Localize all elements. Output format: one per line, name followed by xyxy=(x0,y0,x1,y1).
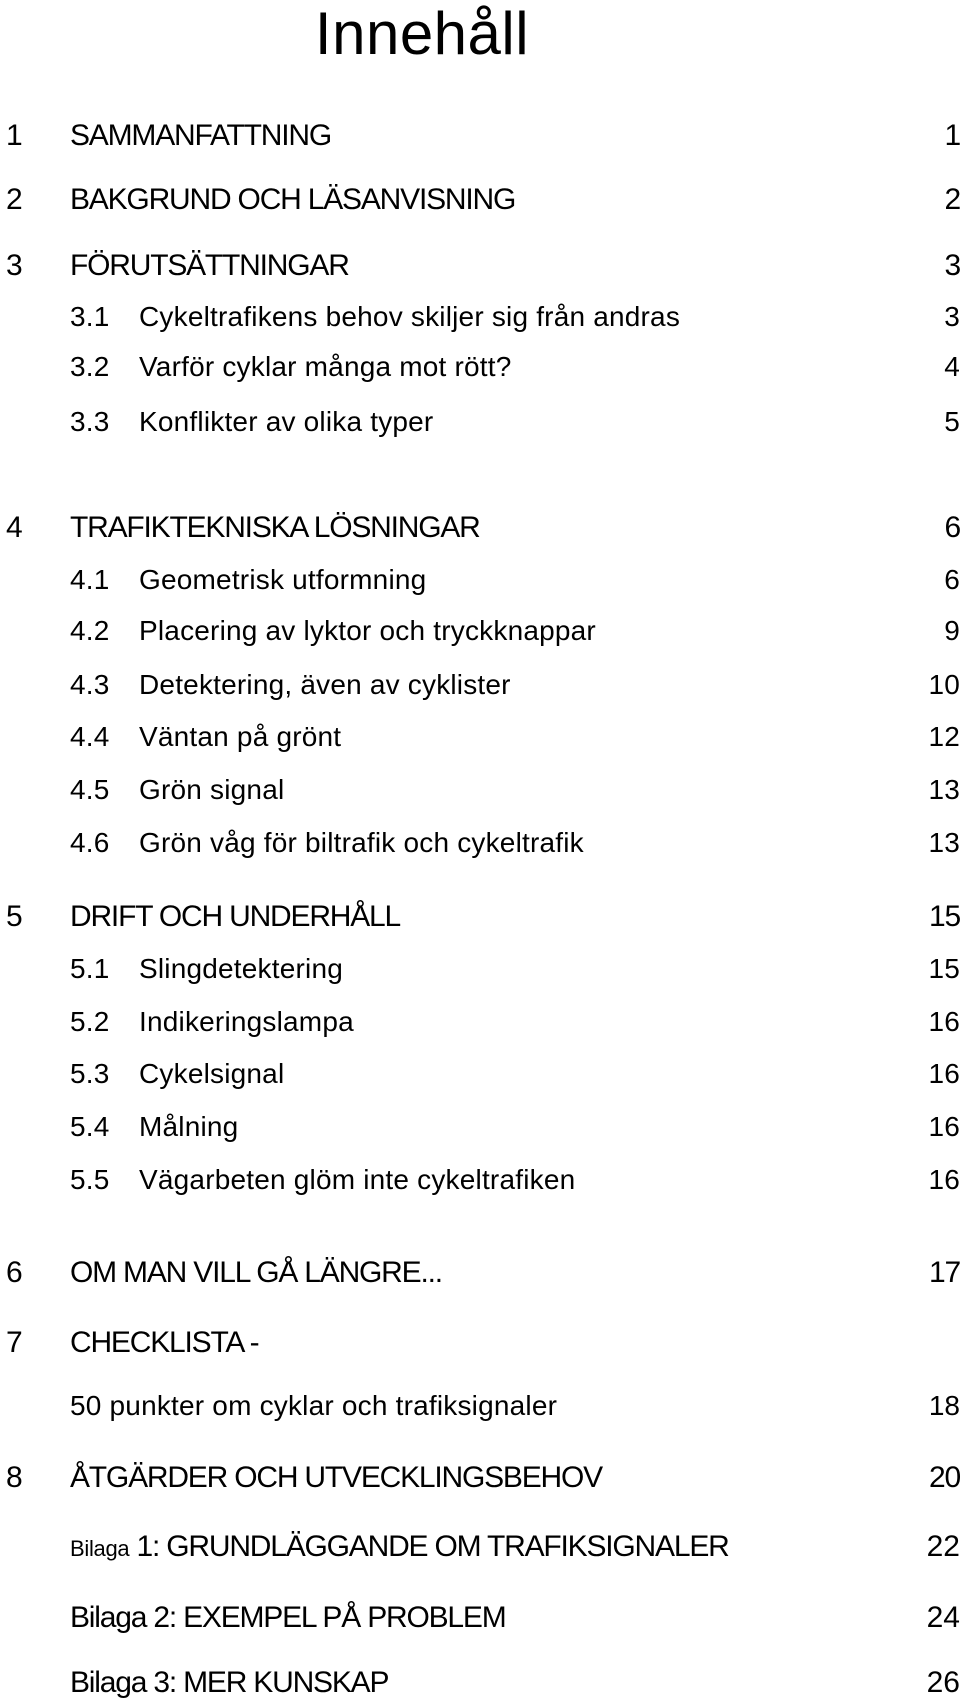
toc-entry-page: 13 xyxy=(928,774,960,805)
toc-appendix-2[interactable] xyxy=(0,1598,960,1638)
toc-entry-page: 16 xyxy=(928,1164,960,1195)
toc-entry-page: 20 xyxy=(929,1461,960,1494)
toc-entry-page: 3 xyxy=(944,301,960,332)
toc-entry-number: 3.2 xyxy=(70,351,110,382)
toc-entry-number: 2 xyxy=(6,183,22,216)
toc-entry-5[interactable] xyxy=(0,897,960,937)
toc-entry-page: 26 xyxy=(926,1666,960,1699)
toc-entry-title: Slingdetektering xyxy=(139,953,343,984)
toc-entry-title: BAKGRUND OCH LÄSANVISNING xyxy=(70,183,516,216)
toc-entry-number: 4.4 xyxy=(70,721,110,752)
toc-entry-7-continuation[interactable] xyxy=(0,1386,960,1426)
toc-entry-page: 16 xyxy=(928,1111,960,1142)
toc-entry-3-3[interactable] xyxy=(0,402,960,442)
appendix-prefix: Bilaga xyxy=(70,1536,130,1561)
toc-entry-title: ÅTGÄRDER OCH UTVECKLINGSBEHOV xyxy=(70,1461,602,1494)
toc-entry-title: Konflikter av olika typer xyxy=(139,406,434,437)
toc-entry-title: FÖRUTSÄTTNINGAR xyxy=(70,249,349,282)
toc-entry-number: 5 xyxy=(6,900,22,933)
toc-entry-title: OM MAN VILL GÅ LÄNGRE... xyxy=(70,1256,442,1289)
toc-entry-number: 4.3 xyxy=(70,669,110,700)
toc-entry-5-5[interactable] xyxy=(0,1160,960,1200)
toc-entry-title: Väntan på grönt xyxy=(139,721,342,752)
toc-entry-title: SAMMANFATTNING xyxy=(70,119,331,152)
toc-entry-page: 9 xyxy=(944,615,960,646)
toc-entry-page: 12 xyxy=(928,721,960,752)
toc-appendix-1[interactable] xyxy=(0,1527,960,1567)
toc-entry-1[interactable] xyxy=(0,116,960,156)
toc-entry-number: 5.2 xyxy=(70,1006,110,1037)
appendix-label: 1: GRUNDLÄGGANDE OM TRAFIKSIGNALER xyxy=(129,1530,729,1563)
toc-entry-title: Grön våg för biltrafik och cykeltrafik xyxy=(139,827,584,858)
toc-entry-number: 5.5 xyxy=(70,1164,110,1195)
appendix-label: EXEMPEL PÅ PROBLEM xyxy=(175,1601,506,1634)
toc-entry-title: Indikeringslampa xyxy=(139,1006,354,1037)
toc-entry-6[interactable] xyxy=(0,1253,960,1293)
toc-entry-2[interactable] xyxy=(0,180,960,220)
toc-entry-number: 4.2 xyxy=(70,615,110,646)
toc-entry-5-4[interactable] xyxy=(0,1107,960,1147)
toc-entry-8[interactable] xyxy=(0,1458,960,1498)
toc-entry-page: 10 xyxy=(928,669,960,700)
toc-entry-5-2[interactable] xyxy=(0,1002,960,1042)
toc-entry-page: 16 xyxy=(928,1058,960,1089)
toc-entry-title: Varför cyklar många mot rött? xyxy=(139,351,512,382)
toc-entry-page: 4 xyxy=(944,351,960,382)
toc-entry-title: Placering av lyktor och tryckknappar xyxy=(139,615,596,646)
toc-entry-page: 17 xyxy=(929,1256,960,1289)
toc-entry-title: Grön signal xyxy=(139,774,285,805)
toc-entry-4[interactable] xyxy=(0,508,960,548)
toc-entry-4-3[interactable] xyxy=(0,665,960,705)
toc-entry-4-4[interactable] xyxy=(0,717,960,757)
toc-entry-title: Vägarbeten glöm inte cykeltrafiken xyxy=(139,1164,576,1195)
toc-entry-number: 3.1 xyxy=(70,301,110,332)
toc-entry-number: 3.3 xyxy=(70,406,110,437)
page-title: Innehåll xyxy=(314,0,530,67)
toc-entry-number: 5.4 xyxy=(70,1111,110,1142)
toc-entry-title: TRAFIKTEKNISKA LÖSNINGAR xyxy=(70,511,480,544)
toc-entry-number: 5.1 xyxy=(70,953,110,984)
toc-entry-4-5[interactable] xyxy=(0,770,960,810)
toc-entry-number: 4.1 xyxy=(70,564,110,595)
toc-entry-4-6[interactable] xyxy=(0,823,960,863)
toc-entry-page: 2 xyxy=(944,183,960,216)
toc-entry-5-3[interactable] xyxy=(0,1054,960,1094)
toc-entry-number: 3 xyxy=(6,249,22,282)
toc-entry-page: 5 xyxy=(944,406,960,437)
toc-entry-number: 1 xyxy=(6,119,22,152)
toc-entry-title: DRIFT OCH UNDERHÅLL xyxy=(70,900,401,933)
toc-entry-number: 7 xyxy=(6,1326,22,1359)
toc-entry-3[interactable] xyxy=(0,246,960,286)
toc-entry-number: 6 xyxy=(6,1256,22,1289)
toc-entry-3-2[interactable] xyxy=(0,347,960,387)
toc-entry-page: 24 xyxy=(926,1601,960,1634)
toc-entry-number: 5.3 xyxy=(70,1058,110,1089)
toc-entry-number: 4.5 xyxy=(70,774,110,805)
toc-entry-number: 4.6 xyxy=(70,827,110,858)
toc-entry-page: 1 xyxy=(944,119,960,152)
toc-entry-title: Cykelsignal xyxy=(139,1058,285,1089)
toc-entry-page: 15 xyxy=(929,900,960,933)
appendix-prefix: Bilaga 2: xyxy=(70,1601,176,1634)
toc-entry-page: 15 xyxy=(928,953,960,984)
toc-entry-7[interactable] xyxy=(0,1323,960,1363)
toc-entry-title: Detektering, även av cyklister xyxy=(139,669,511,700)
toc-entry-5-1[interactable] xyxy=(0,949,960,989)
appendix-prefix: Bilaga 3: xyxy=(70,1666,176,1699)
toc-entry-page: 18 xyxy=(928,1390,960,1421)
toc-entry-title: CHECKLISTA - xyxy=(70,1326,259,1359)
toc-entry-title: 50 punkter om cyklar och trafiksignaler xyxy=(70,1390,558,1421)
toc-entry-page: 22 xyxy=(926,1530,960,1563)
toc-entry-title: Cykeltrafikens behov skiljer sig från andras xyxy=(139,301,681,332)
toc-entry-page: 6 xyxy=(944,564,960,595)
toc-entry-title: Målning xyxy=(139,1111,239,1142)
toc-entry-page: 13 xyxy=(928,827,960,858)
toc-entry-number: 8 xyxy=(6,1461,22,1494)
toc-entry-number: 4 xyxy=(6,511,22,544)
toc-entry-page: 3 xyxy=(944,249,960,282)
appendix-label: MER KUNSKAP xyxy=(175,1666,389,1699)
toc-appendix-3[interactable] xyxy=(0,1663,960,1703)
toc-entry-title: Geometrisk utformning xyxy=(139,564,427,595)
toc-entry-4-1[interactable] xyxy=(0,560,960,600)
toc-entry-page: 16 xyxy=(928,1006,960,1037)
toc-entry-page: 6 xyxy=(944,511,960,544)
toc-entry-4-2[interactable] xyxy=(0,611,960,651)
toc-entry-3-1[interactable] xyxy=(0,297,960,337)
